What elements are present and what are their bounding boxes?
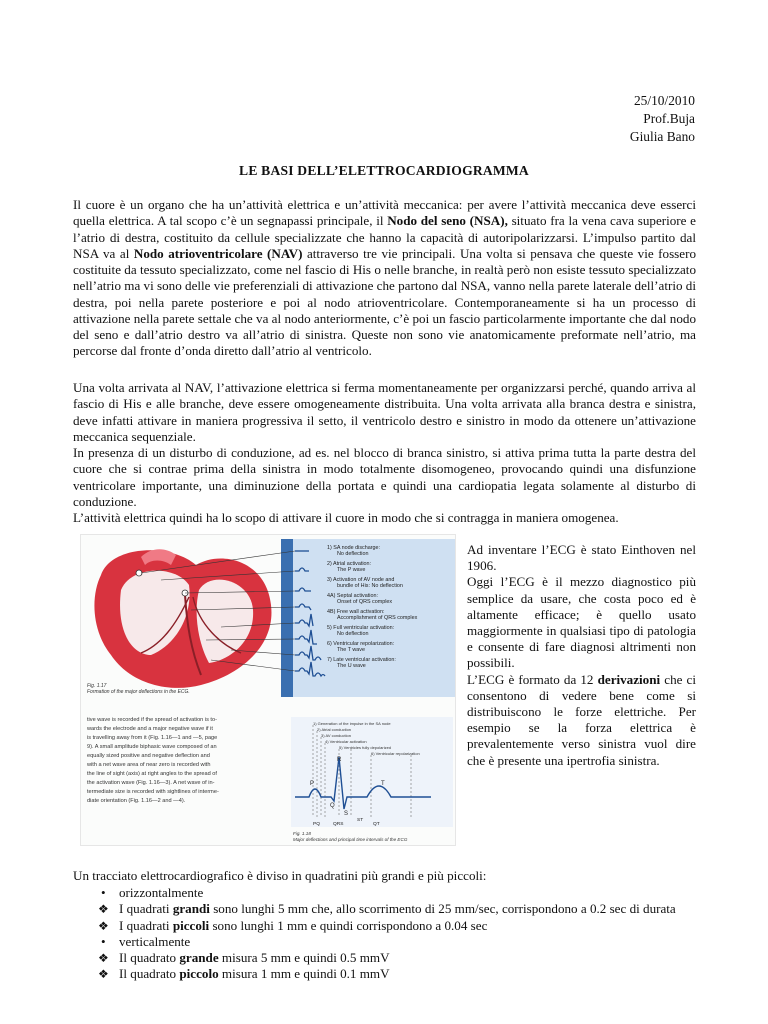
paragraph-intro-text-3: attraverso tre vie principali. Una volta si pensava che queste vie fossero costituite da tessuto specializzato, come nel fascio di His o nelle branche, in realtà però non esiste tessuto specializzato nell’atrio ma vi sono delle vie preferenziali di attivazione che partono dal NSA, vanno nella parete laterale dell’atrio di destra, poi nella parete posteriore e poi al nodo atrioventricolare. Contemporaneamente si ha un processo di attivazione nella parete settale che va al nodo anteriormente, c’è poi un fascio particolarmente importante che dal nodo del seno e dall’atrio destro va all’atrio di sinistra. Queste non sono vie anatomicamente preformate nell’atrio, ma percorse dal fronte d’onda diretto dall’atrio al ventricolo. (73, 245, 696, 359)
figure-small-text-line: is travelling away from it (Fig. 1.16—1 and —5, page (87, 735, 218, 741)
ecg-label-2: 2) Atrial conduction (317, 727, 352, 732)
step-label-line2: No deflection (337, 631, 369, 637)
ecg-label-3: 3) AV conduction (321, 733, 351, 738)
list-text: Il quadrato (119, 966, 180, 982)
paragraph-summary: L’attività elettrica quindi ha lo scopo di attivare il cuore in modo che si contragga in maniera omogenea. (73, 510, 619, 525)
list-item (73, 934, 696, 950)
ecg-letter-t: T (381, 781, 385, 787)
derivations-text-2: che ci consentono di vedere bene come si distribuiscono le forze elettriche. Per esempio se la forza elettrica è prevalentemente verso sinistra vuol dire che è presente una ipertrofia sinistra. (467, 671, 696, 768)
step-label-line1: 7) Late ventricular activation: (327, 657, 396, 663)
figure-small-text-line: tive wave is recorded if the spread of activation is to- (87, 717, 217, 723)
einthoven-paragraph: Ad inventare l’ECG è stato Einthoven nel 1906. (467, 542, 696, 574)
paragraph-intro-text-1: Il cuore è un organo che ha un’attività elettrica e un’attività meccanica: per avere l’attività meccanica deve esserci quella elettrica. A tal scopo c’è un segnapassi principale, il (73, 197, 696, 229)
professor-text: Prof.Buja (643, 111, 695, 126)
bold-term-nav: Nodo atrioventricolare (NAV) (133, 245, 303, 261)
list-text: Il quadrato (119, 950, 180, 966)
step-label-line1: 6) Ventricular repolarization: (327, 641, 395, 647)
step-label-line2: The U wave (337, 663, 366, 669)
figure-caption-2-text: Major deflections and principal time intervals of the ECG (293, 837, 408, 842)
step-label-line2: bundle of His: No deflection (337, 583, 403, 589)
step-label-line2: The T wave (337, 647, 365, 653)
document-title: LE BASI DELL’ELETTROCARDIOGRAMMA (239, 163, 529, 178)
document-header (630, 92, 695, 146)
figure-caption-2-number: Fig. 1.18 (293, 831, 311, 836)
step-label-line1: 4A) Septal activation: (327, 593, 378, 599)
date-text: 25/10/2010 (633, 93, 695, 108)
figure-caption-1-text: Formation of the major deflections in the ECG. (87, 689, 190, 695)
list-heading-horizontal: orizzontalmente (119, 885, 204, 900)
ecg-label-4: 4) Ventricular activation (325, 739, 367, 744)
list-item (73, 966, 696, 982)
ecg-label-5: 5) Ventricles fully depolarized (339, 745, 392, 750)
step-label-line1: 1) SA node discharge: (327, 545, 381, 551)
paragraph-nav: Una volta arrivata al NAV, l’attivazione elettrica si ferma momentaneamente per organizzarsi perché, quando arriva al fascio di His e alle branche, deve essere omogeneamente distribuita. Una volta arrivata alla branca destra e sinistra, deve infatti attivare in maniera progressiva il setto, il ventricolo destro e sinistro in modo da ottenere un’attivazione meccanica sequenziale. (73, 380, 696, 444)
bold-term-nsa: Nodo del seno (NSA), (387, 213, 508, 229)
step-label-line1: 5) Full ventricular activation: (327, 625, 395, 631)
ecg-figure-svg (81, 535, 456, 846)
bullet-dot-icon: • (101, 885, 106, 900)
step-label-line1: 3) Activation of AV node and (327, 577, 395, 583)
figure-small-text-line: wards the electrode and a major negative wave if it (87, 726, 213, 732)
grid-description-list (73, 885, 696, 983)
bold-term-grandi: grandi (172, 901, 210, 917)
list-text: I quadrati (119, 917, 173, 933)
list-text: I quadrati (119, 901, 173, 917)
bold-term-derivazioni: derivazioni (597, 671, 661, 687)
ecg-letter-q: Q (330, 803, 335, 809)
figure-small-text-line: the line of sight (axis) at right angles to the spread of (87, 771, 217, 777)
figure-blue-stripe (281, 539, 293, 697)
ecg-waveform-diagram (291, 717, 453, 842)
paragraph-intro-text-2: situato fra la vena cava superiore e l’atrio di destra, costituito da cellule specializzate che hanno la capacità di autoripolarizzarsi. L’impulso partito dal NSA va al (73, 213, 696, 261)
list-item (73, 885, 696, 901)
ecg-interval-qt: QT (373, 822, 380, 827)
ecg-letter-s: S (344, 811, 349, 817)
bold-term-piccoli: piccoli (172, 917, 210, 933)
paragraph-intro (73, 197, 696, 360)
figure-small-text (86, 717, 219, 804)
right-column-text (467, 542, 696, 769)
bold-term-piccolo: piccolo (179, 966, 219, 982)
paragraph-conduction-disorder: In presenza di un disturbo di conduzione, ad es. nel blocco di branca sinistro, si attiva prima tutta la parte destra del cuore che si contrae prima della sinistra in modo totalmente disomogeneo, provocando quindi una disfunzione ventricolare importante, una diminuzione della portata e quindi una cardiopatia legata solamente al disturbo di conduzione. (73, 445, 696, 509)
figure-caption-1-number: Fig. 1.17 (87, 683, 107, 689)
figure-small-text-line: with a net wave area of near zero is recorded with (87, 762, 211, 768)
step-label-line2: The P wave (337, 567, 366, 573)
ecg-interval-st: ST (357, 818, 364, 823)
derivations-text-1: L’ECG è formato da 12 (467, 671, 598, 687)
step-label-line1: 2) Atrial activation: (327, 561, 372, 567)
ecg-interval-pq: PQ (313, 822, 320, 827)
author-text: Giulia Bano (629, 129, 695, 144)
list-text: sono lunghi 5 mm che, allo scorrimento di 25 mm/sec, corrispondono a 0.2 sec di durata (209, 901, 676, 917)
heart-illustration (94, 549, 271, 688)
list-item (73, 901, 696, 917)
list-item (73, 950, 696, 966)
bullet-dot-icon: • (101, 933, 106, 949)
ecg-figure-image (80, 534, 456, 846)
step-label-line2: No deflection (337, 551, 369, 557)
diamond-bullet-icon: ❖ (98, 951, 109, 966)
ecg-letter-r: R (337, 757, 342, 763)
list-text: sono lunghi 1 mm e quindi corrispondono a 0.04 sec (209, 917, 488, 933)
step-label-line2: Accomplishment of QRS complex (337, 615, 418, 621)
list-text: misura 5 mm e quindi 0.5 mmV (218, 950, 390, 966)
diamond-bullet-icon: ❖ (98, 967, 109, 982)
figure-small-text-line: 9). A small amplitude biphasic wave composed of an (87, 744, 217, 750)
grid-intro-text: Un tracciato elettrocardiografico è diviso in quadratini più grandi e più piccoli: (73, 868, 487, 883)
step-label-line2: Onset of QRS complex (337, 599, 393, 605)
figure-small-text-line: termediate size is recorded with sightlines of interme- (87, 789, 219, 795)
ecg-interval-qrs: QRS (333, 822, 344, 827)
ecg-label-6: 6) Ventricular repolarization (371, 751, 420, 756)
figure-small-text-line: the activation wave (Fig. 1.16—3). A net wave of in- (87, 780, 215, 786)
figure-small-text-line: diate orientation (Fig. 1.16—2 and —4). (87, 798, 186, 804)
ecg-letter-p: P (310, 781, 315, 787)
figure-small-text-line: equally sized positive and negative deflection and (87, 753, 210, 759)
derivations-paragraph (467, 672, 696, 769)
list-item (73, 918, 696, 934)
list-text: misura 1 mm e quindi 0.1 mmV (218, 966, 390, 982)
list-heading-vertical: verticalmente (119, 933, 191, 949)
ecg-usage-paragraph: Oggi l’ECG è il mezzo diagnostico più semplice da usare, che costa poco ed è altamente efficace; è quello usato maggiormente in qualsiasi tipo di patologia e consente di fare diagnosi altrimenti non possibili. (467, 574, 696, 671)
ecg-label-1: 1) Generation of the impulse in the SA node (313, 721, 391, 726)
step-label-line1: 4B) Free wall activation: (327, 609, 385, 615)
diamond-bullet-icon: ❖ (98, 902, 109, 917)
bold-term-grande: grande (179, 950, 219, 966)
diamond-bullet-icon: ❖ (98, 918, 109, 933)
